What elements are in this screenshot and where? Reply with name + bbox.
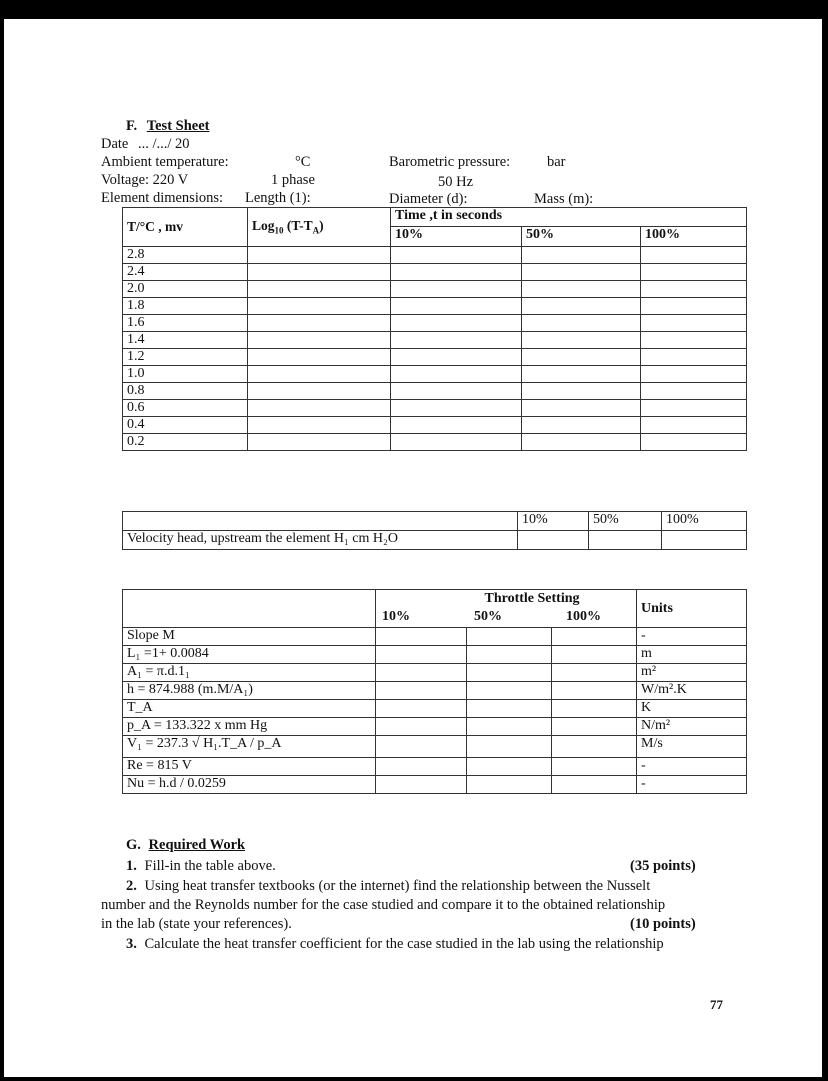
unit-cell: M/s xyxy=(637,736,747,758)
value-cell[interactable] xyxy=(376,646,467,664)
value-cell[interactable] xyxy=(376,664,467,682)
row-label: Re = 815 V xyxy=(123,758,376,776)
item-number: 2. xyxy=(126,878,137,894)
table-row xyxy=(123,664,747,682)
time-cell[interactable] xyxy=(641,247,747,264)
row-label: 1.2 xyxy=(123,349,248,366)
log-cell[interactable] xyxy=(248,281,391,298)
table-row xyxy=(123,349,747,366)
row-label: 2.8 xyxy=(123,247,248,264)
time-cell[interactable] xyxy=(391,247,522,264)
log-cell[interactable] xyxy=(248,434,391,451)
section-f-title: Test Sheet xyxy=(146,118,210,134)
row-label: L₁ =1+ 0.0084 xyxy=(123,646,376,664)
work-item-2 xyxy=(126,878,650,895)
log-cell[interactable] xyxy=(248,400,391,417)
table-row xyxy=(123,531,747,550)
item-number: 3. xyxy=(126,936,137,952)
table-row xyxy=(123,417,747,434)
time-cell[interactable] xyxy=(522,332,641,349)
work-item-1 xyxy=(126,858,276,875)
time-cell[interactable] xyxy=(522,281,641,298)
table-row xyxy=(123,646,747,664)
time-cell[interactable] xyxy=(391,383,522,400)
value-cell[interactable] xyxy=(467,700,552,718)
item-2-points: (10 points) xyxy=(630,916,696,932)
frequency-label: 50 Hz xyxy=(438,174,474,190)
col-header-50-percent: 50% xyxy=(522,227,641,247)
table-row xyxy=(123,281,747,298)
row-label: 0.8 xyxy=(123,383,248,400)
time-cell[interactable] xyxy=(522,298,641,315)
diameter-label: Diameter (d): xyxy=(389,191,468,207)
time-cell[interactable] xyxy=(522,400,641,417)
table-row xyxy=(123,434,747,451)
length-label: Length (1): xyxy=(245,190,311,206)
ambient-temperature-unit: °C xyxy=(295,154,311,170)
value-cell[interactable] xyxy=(467,758,552,776)
table-row xyxy=(123,332,747,349)
table-row xyxy=(123,776,747,794)
col-header-log: Log$_{10}$ $(T-T_A)$ xyxy=(248,208,391,247)
time-cell[interactable] xyxy=(641,383,747,400)
value-cell[interactable] xyxy=(467,776,552,794)
time-cell[interactable] xyxy=(391,400,522,417)
date-value: ... /.../ 20 xyxy=(138,136,190,152)
value-cell[interactable] xyxy=(552,628,637,646)
value-cell[interactable] xyxy=(552,776,637,794)
time-cell[interactable] xyxy=(641,332,747,349)
blank-header-cell xyxy=(123,512,518,531)
item-number: 1. xyxy=(126,858,137,874)
col-header-100-percent: 100% xyxy=(662,512,747,531)
throttle-setting-label: Throttle Setting xyxy=(484,591,580,606)
table-row xyxy=(123,700,747,718)
row-label: 0.4 xyxy=(123,417,248,434)
row-label: V₁ = 237.3 √ H₁.T_A / p_A xyxy=(123,736,376,758)
row-label: 1.4 xyxy=(123,332,248,349)
unit-cell: N/m² xyxy=(637,718,747,736)
log-cell[interactable] xyxy=(248,332,391,349)
value-cell[interactable] xyxy=(376,700,467,718)
value-cell[interactable] xyxy=(589,531,662,550)
phase-label: 1 phase xyxy=(271,172,315,188)
value-cell[interactable] xyxy=(376,718,467,736)
value-cell[interactable] xyxy=(662,531,747,550)
value-cell[interactable] xyxy=(552,736,637,758)
row-label: 0.2 xyxy=(123,434,248,451)
time-cell[interactable] xyxy=(391,417,522,434)
voltage-label: Voltage: 220 V xyxy=(101,172,189,188)
date-label: Date xyxy=(101,136,129,152)
time-cell[interactable] xyxy=(641,315,747,332)
row-label: 0.6 xyxy=(123,400,248,417)
velocity-head-label: Velocity head, upstream the element H₁ cm H₂O xyxy=(123,531,518,550)
time-cell[interactable] xyxy=(522,349,641,366)
table-row xyxy=(123,736,747,758)
log-cell[interactable] xyxy=(248,417,391,434)
time-cell[interactable] xyxy=(641,264,747,281)
item-1-points: (35 points) xyxy=(630,858,696,874)
time-cell[interactable] xyxy=(391,264,522,281)
time-cell[interactable] xyxy=(522,383,641,400)
table-row xyxy=(123,315,747,332)
unit-cell: m² xyxy=(637,664,747,682)
value-cell[interactable] xyxy=(467,646,552,664)
item-text-line-2: number and the Reynolds number for the case studied and compare it to the obtained relationship xyxy=(101,897,666,913)
throttle-setting-table xyxy=(122,589,747,794)
barometric-pressure-label: Barometric pressure: xyxy=(389,154,511,170)
time-cell[interactable] xyxy=(391,434,522,451)
row-label: A₁ = π.d.1₁ xyxy=(123,664,376,682)
table-row xyxy=(123,682,747,700)
time-cell[interactable] xyxy=(391,332,522,349)
unit-cell: m xyxy=(637,646,747,664)
col-header-50-percent: 50% xyxy=(474,609,502,624)
time-cell[interactable] xyxy=(391,349,522,366)
table-row xyxy=(123,628,747,646)
time-cell[interactable] xyxy=(522,264,641,281)
section-f-heading xyxy=(126,118,209,135)
section-f-letter: F. xyxy=(126,118,138,134)
value-cell[interactable] xyxy=(376,736,467,758)
value-cell[interactable] xyxy=(552,758,637,776)
item-text-line-3: in the lab (state your references). xyxy=(101,916,292,932)
document-page xyxy=(4,19,822,1077)
col-header-10-percent: 10% xyxy=(382,609,410,624)
col-header-10-percent: 10% xyxy=(391,227,522,247)
unit-cell: K xyxy=(637,700,747,718)
unit-cell: - xyxy=(637,628,747,646)
unit-cell: - xyxy=(637,758,747,776)
log-cell[interactable] xyxy=(248,366,391,383)
value-cell[interactable] xyxy=(467,736,552,758)
value-cell[interactable] xyxy=(376,758,467,776)
row-label: h = 874.988 (m.M/A₁) xyxy=(123,682,376,700)
time-cell[interactable] xyxy=(391,366,522,383)
value-cell[interactable] xyxy=(552,718,637,736)
value-cell[interactable] xyxy=(552,646,637,664)
page-number: 77 xyxy=(710,997,723,1012)
row-label: 2.0 xyxy=(123,281,248,298)
time-cell[interactable] xyxy=(522,417,641,434)
throttle-header xyxy=(376,590,637,628)
item-text-line-1: Using heat transfer textbooks (or the internet) find the relationship between the Nusselt xyxy=(144,878,651,894)
value-cell[interactable] xyxy=(467,682,552,700)
row-label: Slope M xyxy=(123,628,376,646)
blank-header-cell xyxy=(123,590,376,628)
section-g-title: Required Work xyxy=(148,837,246,853)
time-cell[interactable] xyxy=(391,298,522,315)
log-cell[interactable] xyxy=(248,349,391,366)
time-cell[interactable] xyxy=(641,298,747,315)
element-dimensions-label: Element dimensions: xyxy=(101,190,224,206)
table-row xyxy=(123,247,747,264)
value-cell[interactable] xyxy=(376,628,467,646)
col-header-50-percent: 50% xyxy=(589,512,662,531)
unit-cell: W/m².K xyxy=(637,682,747,700)
item-text: Calculate the heat transfer coefficient for the case studied in the lab using the relationship xyxy=(144,936,664,952)
log-cell[interactable] xyxy=(248,264,391,281)
time-cell[interactable] xyxy=(391,315,522,332)
log-cell[interactable] xyxy=(248,383,391,400)
row-label: 2.4 xyxy=(123,264,248,281)
table-row xyxy=(123,366,747,383)
value-cell[interactable] xyxy=(467,664,552,682)
value-cell[interactable] xyxy=(467,718,552,736)
work-item-3 xyxy=(126,936,664,953)
value-cell[interactable] xyxy=(518,531,589,550)
unit-cell: - xyxy=(637,776,747,794)
ambient-temperature-label: Ambient temperature: xyxy=(101,154,229,170)
value-cell[interactable] xyxy=(376,776,467,794)
log-cell[interactable] xyxy=(248,315,391,332)
value-cell[interactable] xyxy=(552,664,637,682)
time-cell[interactable] xyxy=(641,417,747,434)
section-g-heading xyxy=(126,837,245,854)
row-label: p_A = 133.322 x mm Hg xyxy=(123,718,376,736)
temperature-time-table xyxy=(122,207,747,451)
date-row xyxy=(101,136,190,153)
time-cell[interactable] xyxy=(641,349,747,366)
time-header: Time ,t in seconds xyxy=(391,208,747,227)
value-cell[interactable] xyxy=(376,682,467,700)
velocity-head-table xyxy=(122,511,747,550)
table-row xyxy=(123,718,747,736)
time-cell[interactable] xyxy=(522,366,641,383)
time-cell[interactable] xyxy=(641,400,747,417)
table-row xyxy=(123,383,747,400)
mass-label: Mass (m): xyxy=(534,191,594,207)
item-text: Fill-in the table above. xyxy=(144,858,276,874)
time-cell[interactable] xyxy=(522,315,641,332)
row-label: 1.0 xyxy=(123,366,248,383)
time-cell[interactable] xyxy=(391,281,522,298)
time-cell[interactable] xyxy=(641,366,747,383)
time-cell[interactable] xyxy=(641,434,747,451)
table-row xyxy=(123,400,747,417)
units-header: Units xyxy=(637,590,747,628)
value-cell[interactable] xyxy=(552,682,637,700)
section-g-letter: G. xyxy=(126,837,141,853)
temperature-rows xyxy=(123,247,747,451)
time-cell[interactable] xyxy=(641,281,747,298)
col-header-100-percent: 100% xyxy=(641,227,747,247)
value-cell[interactable] xyxy=(552,700,637,718)
table-row xyxy=(123,264,747,281)
col-header-10-percent: 10% xyxy=(518,512,589,531)
time-cell[interactable] xyxy=(522,247,641,264)
row-label: Nu = h.d / 0.0259 xyxy=(123,776,376,794)
row-label: 1.8 xyxy=(123,298,248,315)
time-cell[interactable] xyxy=(522,434,641,451)
row-label: T_A xyxy=(123,700,376,718)
col-header-temperature: T/°C , mv xyxy=(123,208,248,247)
value-cell[interactable] xyxy=(467,628,552,646)
table-row xyxy=(123,298,747,315)
barometric-pressure-unit: bar xyxy=(547,154,566,170)
table-row xyxy=(123,758,747,776)
col-header-100-percent: 100% xyxy=(566,609,601,624)
row-label: 1.6 xyxy=(123,315,248,332)
log-cell[interactable] xyxy=(248,298,391,315)
log-cell[interactable] xyxy=(248,247,391,264)
